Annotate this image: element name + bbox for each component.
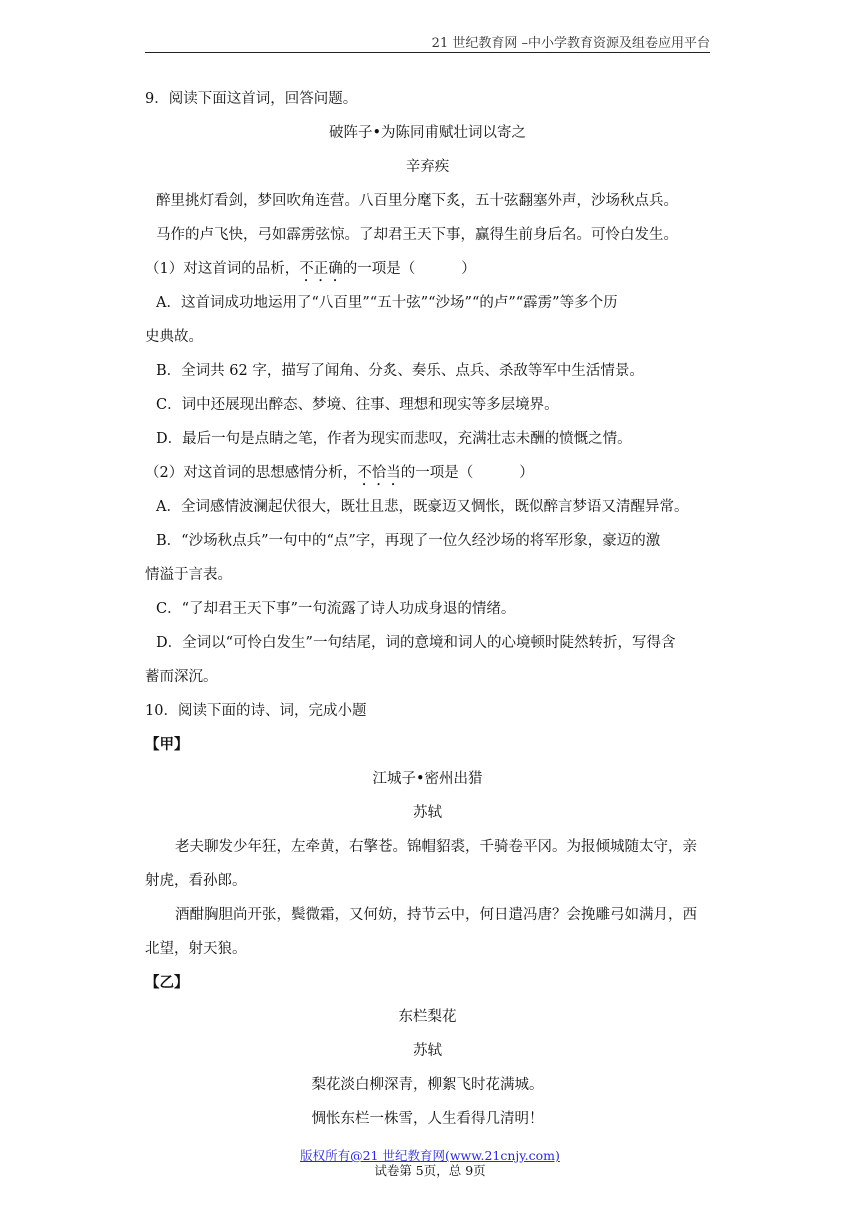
q9-sub2-option-d-cont: 蓄而深沉。 xyxy=(145,669,218,685)
q10-jia-author: 苏轼 xyxy=(413,805,442,821)
q10-yi-line: 惆怅东栏一株雪，人生看得几清明！ xyxy=(311,1111,544,1127)
q9-sub1-stem: （1）对这首词的品析，不正确的一项是（ ） xyxy=(145,261,476,277)
q9-sub1-option-a: A．这首词成功地运用了“八百里”“五十弦”“沙场”“的卢”“霹雳”等多个历 xyxy=(156,295,618,311)
page-number: 试卷第 5页，总 9页 xyxy=(374,1163,486,1178)
emphasis-dotted: 不正确 xyxy=(299,261,343,277)
q9-poem-line: 醉里挑灯看剑，梦回吹角连营。八百里分麾下炙，五十弦翻塞外声，沙场秋点兵。 xyxy=(156,193,678,209)
q10-prompt: 10．阅读下面的诗、词，完成小题 xyxy=(145,703,367,719)
q10-jia-text-cont: 射虎，看孙郎。 xyxy=(145,873,247,889)
q9-poem-title: 破阵子•为陈同甫赋壮词以寄之 xyxy=(328,125,527,141)
q10-yi-author: 苏轼 xyxy=(413,1043,442,1059)
header-divider xyxy=(145,52,710,53)
q10-jia-text: 酒酣胸胆尚开张，鬓微霜，又何妨，持节云中，何日遣冯唐？会挽雕弓如满月，西 xyxy=(175,907,697,923)
q9-sub1-option-c: C．词中还展现出醉态、梦境、往事、理想和现实等多层境界。 xyxy=(156,397,559,413)
header-tagline: –中小学教育资源及组卷应用平台 xyxy=(517,36,710,51)
q10-yi-line: 梨花淡白柳深青，柳絮飞时花满城。 xyxy=(311,1077,544,1093)
emphasis-dotted: 不恰当 xyxy=(357,465,401,481)
q9-sub1-option-d: D．最后一句是点睛之笔，作者为现实而悲叹，充满壮志未酬的愤慨之情。 xyxy=(156,431,632,447)
header-site: 21 世纪教育网 xyxy=(431,36,518,51)
q10-jia-text-cont: 北望，射天狼。 xyxy=(145,941,247,957)
q9-sub2-option-b: B．“沙场秋点兵”一句中的“点”字，再现了一位久经沙场的将军形象，豪迈的激 xyxy=(156,533,661,549)
page-footer xyxy=(0,1148,860,1178)
q10-jia-title: 江城子•密州出猎 xyxy=(372,771,483,787)
document-body xyxy=(145,82,710,1136)
q9-prompt: 9．阅读下面这首词，回答问题。 xyxy=(145,91,358,107)
q9-sub1-option-b: B．全词共 62 字，描写了闻角、分炙、奏乐、点兵、杀敌等军中生活情景。 xyxy=(156,363,644,379)
q9-sub2-option-b-cont: 情溢于言表。 xyxy=(145,567,232,583)
q10-yi-label: 【乙】 xyxy=(145,974,189,991)
q9-sub2-option-c: C．“了却君王天下事”一句流露了诗人功成身退的情绪。 xyxy=(156,601,516,617)
page-header xyxy=(145,32,710,51)
q9-sub2-option-d: D．全词以“可怜白发生”一句结尾，词的意境和词人的心境顿时陡然转折，写得含 xyxy=(156,635,676,651)
q10-yi-title: 东栏梨花 xyxy=(398,1009,457,1025)
q9-sub1-option-a-cont: 史典故。 xyxy=(145,329,203,345)
q9-sub2-option-a: A．全词感情波澜起伏很大，既壮且悲，既豪迈又惆怅，既似醉言梦语又清醒异常。 xyxy=(156,499,689,515)
q9-poem-author: 辛弃疾 xyxy=(405,159,450,175)
q9-poem-line: 马作的卢飞快，弓如霹雳弦惊。了却君王天下事，赢得生前身后名。可怜白发生。 xyxy=(156,227,678,243)
q10-jia-label: 【甲】 xyxy=(145,736,189,753)
q9-sub2-stem: （2）对这首词的思想感情分析，不恰当的一项是（ ） xyxy=(145,465,534,481)
copyright-link[interactable]: 版权所有@21 世纪教育网(www.21cnjy.com) xyxy=(300,1148,560,1163)
q10-jia-text: 老夫聊发少年狂，左牵黄，右擎苍。锦帽貂裘，千骑卷平冈。为报倾城随太守，亲 xyxy=(175,839,697,855)
